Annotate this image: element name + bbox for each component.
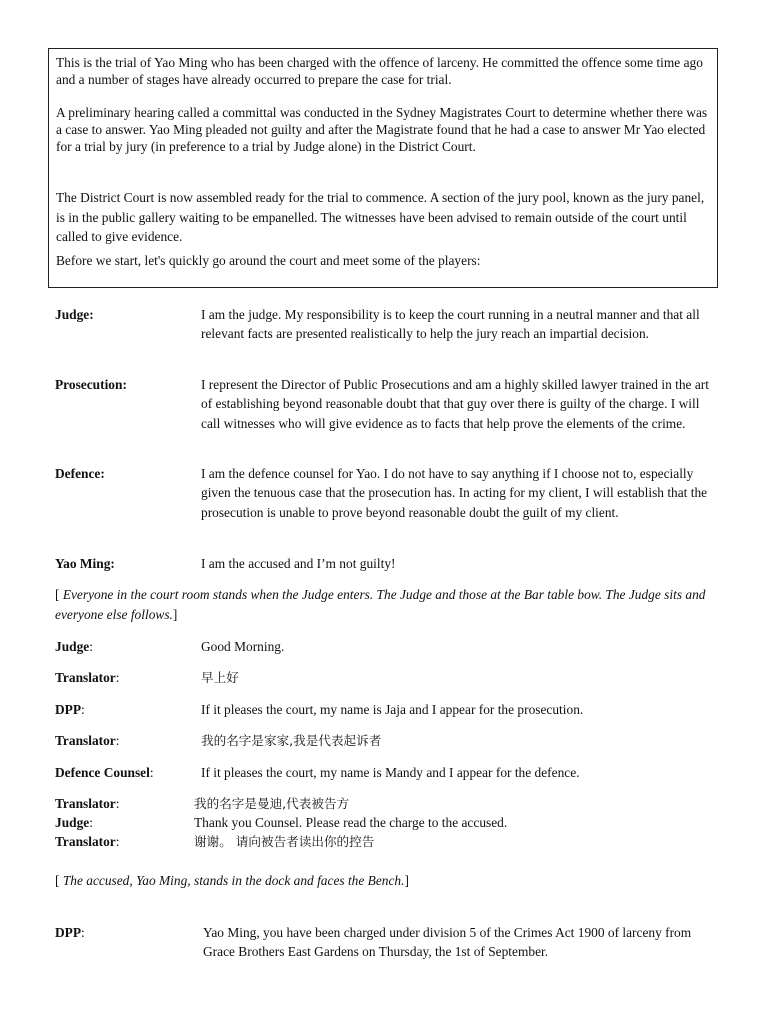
line-text: If it pleases the court, my name is Mandy and I appear for the defence.	[201, 765, 580, 780]
player-yao-ming	[55, 554, 715, 573]
script-line-dpp-charge	[55, 923, 715, 962]
script-line-translator	[55, 668, 715, 687]
speaker-label: Defence:	[55, 466, 105, 481]
stage-direction-text: Everyone in the court room stands when the Judge enters. The Judge and those at the Bar table bow. The Judge sits and everyone else follows.	[55, 587, 706, 622]
line-text: 我的名字是家家,我是代表起诉者	[201, 733, 382, 748]
speaker-label: Defence Counsel:	[55, 765, 154, 780]
line-text: If it pleases the court, my name is Jaja and I appear for the prosecution.	[201, 702, 584, 717]
speaker-label: DPP:	[55, 925, 85, 940]
intro-paragraph-2: A preliminary hearing called a committal was conducted in the Sydney Magistrates Court to determine whether there was a case to answer. Yao Ming pleaded not guilty and after the Magistrate found that he had a case to answer Mr Yao elected for a trial by jury (in preference to a trial by Judge alone) in the District Court.	[56, 105, 708, 154]
speaker-label: Translator:	[55, 733, 120, 748]
speaker-label: Prosecution:	[55, 377, 127, 392]
speaker-label: Judge:	[55, 307, 94, 322]
intro-paragraph-1: This is the trial of Yao Ming who has been charged with the offence of larceny. He committed the offence some time ago and a number of stages have already occurred to prepare the case for trial.	[56, 55, 703, 87]
script-line-translator	[55, 832, 715, 851]
line-text: Yao Ming, you have been charged under division 5 of the Crimes Act 1900 of larceny from Grace Brothers East Gardens on Thursday, the 1st of September.	[203, 925, 692, 960]
speaker-label: Judge:	[55, 815, 93, 830]
speaker-text: I am the accused and I’m not guilty!	[201, 556, 396, 571]
speaker-text: I am the defence counsel for Yao. I do not have to say anything if I choose not to, especially given the tenuous case that the prosecution has. In acting for my client, I will establish that the prosecution is unable to prove beyond reasonable doubt the guilt of my client.	[201, 466, 708, 520]
line-text: Good Morning.	[201, 639, 285, 654]
player-defence	[55, 464, 715, 522]
speaker-label: Judge:	[55, 639, 93, 654]
speaker-text: I am the judge. My responsibility is to keep the court running in a neutral manner and that all relevant facts are presented realistically to help the jury reach an impartial decision.	[201, 307, 700, 342]
script-line-dpp	[55, 700, 715, 719]
stage-direction-2: [ The accused, Yao Ming, stands in the dock and faces the Bench.]	[55, 873, 409, 888]
script-line-judge	[55, 813, 715, 832]
stage-direction-1: [ Everyone in the court room stands when the Judge enters. The Judge and those at the Bar table bow. The Judge sits and everyone else follows.]	[55, 587, 706, 622]
intro-paragraph-4: Before we start, let's quickly go around the court and meet some of the players:	[56, 252, 481, 268]
line-text: 我的名字是曼迪,代表被告方	[194, 796, 350, 811]
script-line-translator	[55, 731, 715, 750]
line-text: 早上好	[201, 670, 239, 685]
speaker-label: DPP:	[55, 702, 85, 717]
line-text: 谢谢。 请向被告者读出你的控告	[194, 834, 375, 849]
player-prosecution	[55, 375, 715, 433]
stage-direction-text: The accused, Yao Ming, stands in the dock and faces the Bench.	[62, 873, 405, 888]
intro-paragraph-3: The District Court is now assembled ready for the trial to commence. A section of the jury pool, known as the jury panel, is in the public gallery waiting to be empanelled. The witnesses have been advised to remain outside of the court until called to give evidence.	[56, 190, 705, 244]
speaker-text: I represent the Director of Public Prosecutions and am a highly skilled lawyer trained in the art of establishing beyond reasonable doubt that that guy over there is guilty of the charge. I will call witnesses who will give evidence as to facts that help prove the elements of the crime.	[201, 377, 709, 431]
speaker-label: Yao Ming:	[55, 556, 115, 571]
player-judge	[55, 305, 715, 344]
script-line-judge	[55, 637, 715, 656]
script-line-defence-counsel	[55, 763, 715, 782]
line-text: Thank you Counsel. Please read the charge to the accused.	[194, 815, 508, 830]
speaker-label: Translator:	[55, 670, 120, 685]
speaker-label: Translator:	[55, 834, 120, 849]
intro-box	[48, 48, 718, 288]
speaker-label: Translator:	[55, 796, 120, 811]
script-line-translator	[55, 794, 715, 813]
